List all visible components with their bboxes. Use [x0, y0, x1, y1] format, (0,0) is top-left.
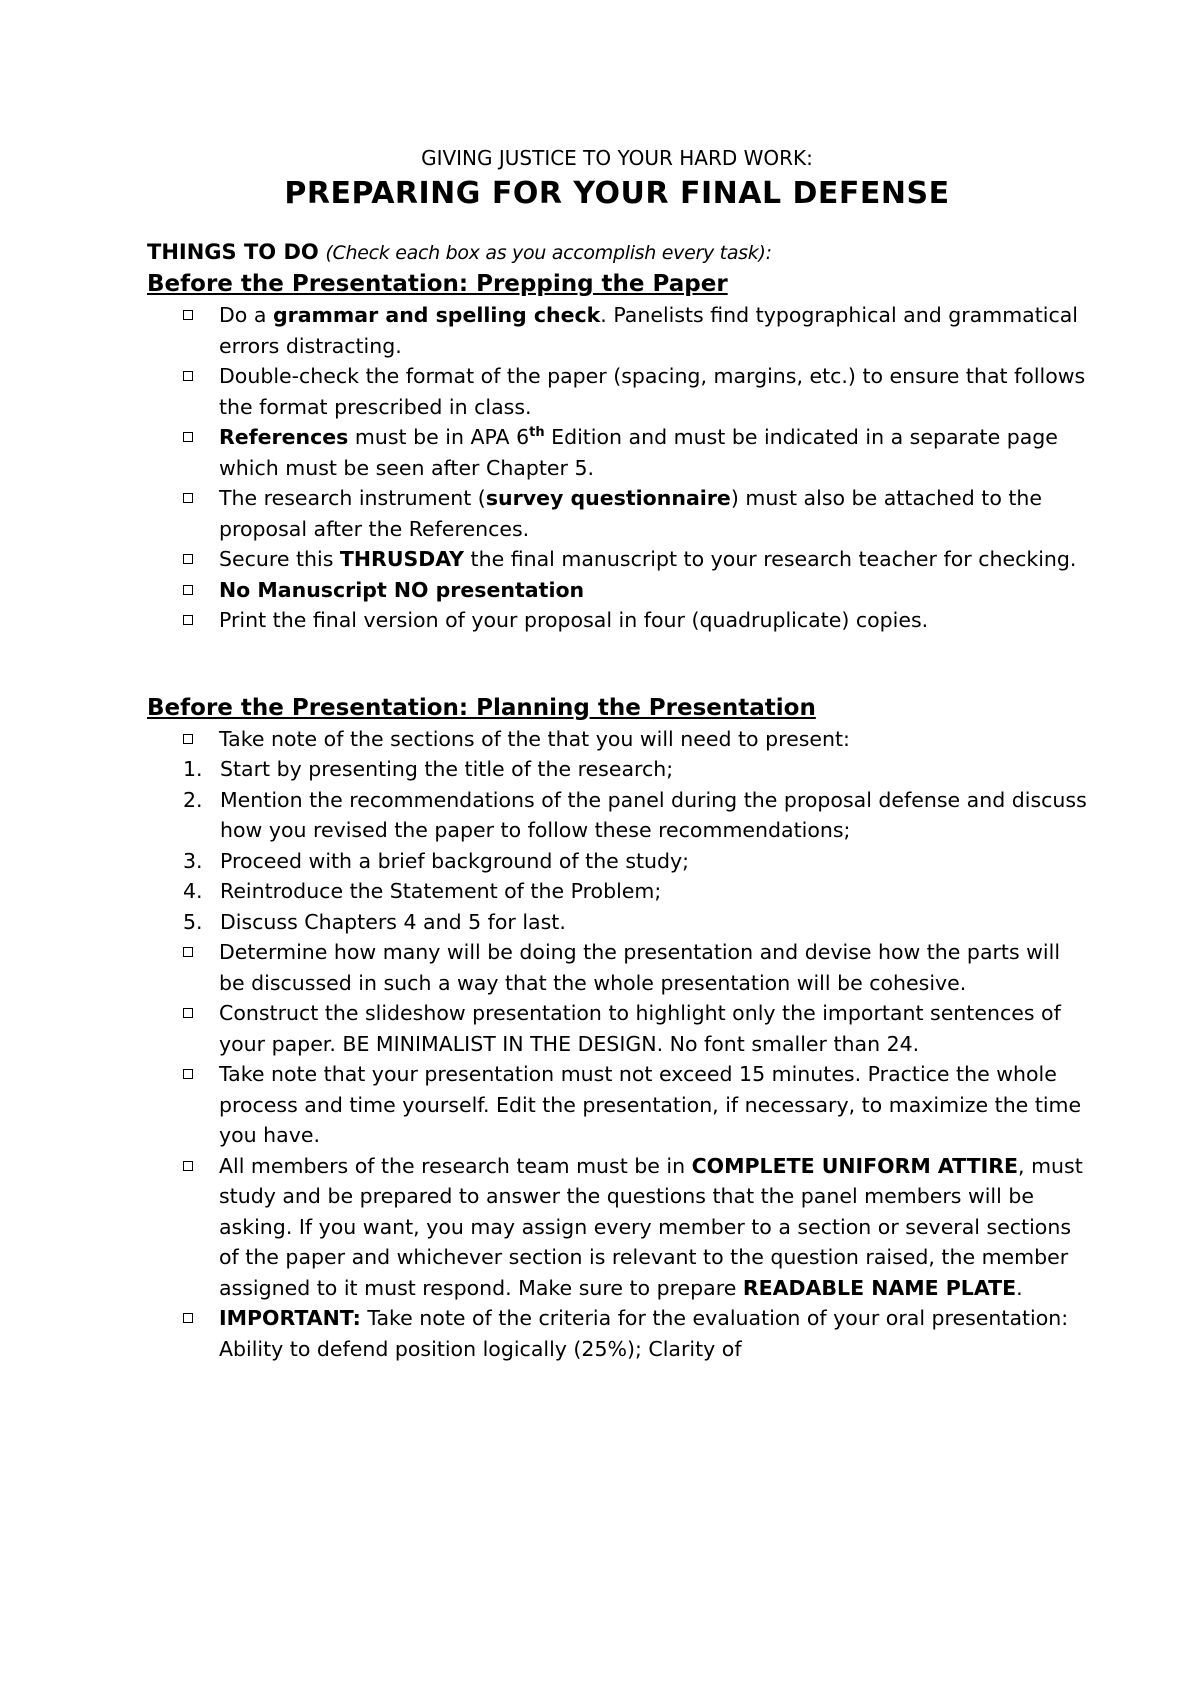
item-emphasis: survey questionnaire [485, 486, 731, 510]
item-text: All members of the research team must be in [219, 1153, 692, 1178]
checklist-planning-presentation-continued [147, 937, 1087, 1364]
item-text: Determine how many will be doing the presentation and devise how the parts will be discussed in such a way that the whole presentation will be cohesive. [219, 940, 1061, 995]
item-text: ) must also be attached to the proposal after the References. [219, 486, 1043, 541]
item-text: Construct the slideshow presentation to highlight only the important sentences of your paper. BE MINIMALIST IN THE DESIGN. No font smaller than 24. [219, 1001, 1061, 1056]
checkbox[interactable] [183, 947, 193, 957]
item-text: Print the final version of your proposal in four (quadruplicate) copies. [219, 608, 929, 632]
checkbox[interactable] [183, 734, 193, 744]
step-text: Proceed with a brief background of the study; [220, 848, 690, 873]
numbered-step [147, 754, 1087, 785]
numbered-step [147, 876, 1087, 907]
numbered-step [147, 785, 1087, 846]
things-to-do-note: (Check each box as you accomplish every task): [325, 242, 772, 264]
item-text: Take note that your presentation must not exceed 15 minutes. Practice the whole process and time yourself. Edit the presentation, if necessary, to maximize the time you have. [219, 1062, 1082, 1147]
checkbox[interactable] [183, 310, 193, 320]
item-emphasis: grammar and spelling check [272, 303, 601, 327]
checkbox[interactable] [183, 1313, 193, 1323]
checklist-item [147, 605, 1087, 636]
checklist-item [147, 422, 1087, 483]
item-text: Double-check the format of the paper (spacing, margins, etc.) to ensure that follows the format prescribed in class. [219, 364, 1086, 419]
checkbox[interactable] [183, 1008, 193, 1018]
item-text: , must study and be prepared to answer the questions that the panel members will be asking. If you want, you may assign every member to a section or several sections of the paper and whichever section is relevant to the question raised, the member assigned to it must respond. Make sure to prepare [219, 1153, 1083, 1300]
step-text: Discuss Chapters 4 and 5 for last. [220, 909, 566, 934]
document-title: PREPARING FOR YOUR FINAL DEFENSE [284, 176, 950, 211]
section-heading-prepping-paper: Before the Presentation: Prepping the Paper [147, 271, 728, 297]
checklist-prepping-paper [147, 300, 1087, 636]
checklist-item [147, 483, 1087, 544]
step-number: 5. [183, 909, 203, 934]
section-heading-planning-presentation: Before the Presentation: Planning the Presentation [147, 694, 816, 721]
things-to-do-line [147, 237, 1087, 268]
step-number: 2. [183, 787, 203, 812]
item-text: Edition and must be indicated in a separate page which must be seen after Chapter 5. [219, 425, 1058, 480]
item-text: Secure this [219, 547, 340, 571]
step-text: Start by presenting the title of the research; [220, 757, 674, 781]
step-text: Mention the recommendations of the panel during the proposal defense and discuss how you revised the paper to follow these recommendations; [220, 787, 1087, 842]
item-emphasis: No Manuscript NO presentation [219, 577, 585, 602]
step-number: 4. [183, 879, 203, 903]
document-body [147, 143, 1087, 1364]
checklist-item [147, 361, 1087, 422]
checkbox[interactable] [183, 1161, 193, 1171]
checklist-item [147, 1059, 1087, 1151]
checkbox[interactable] [183, 615, 193, 625]
item-emphasis: COMPLETE UNIFORM ATTIRE [691, 1153, 1019, 1178]
checklist-item [147, 544, 1087, 575]
checklist-item [147, 724, 1087, 755]
item-text: Do a [219, 303, 273, 327]
checklist-item [147, 998, 1087, 1059]
checklist-planning-presentation [147, 724, 1087, 755]
checklist-item [147, 1303, 1087, 1364]
step-text: Reintroduce the Statement of the Problem; [220, 879, 662, 903]
item-emphasis: References [219, 425, 349, 449]
step-number: 3. [183, 848, 203, 873]
superscript: th [529, 425, 545, 441]
item-text: Take note of the criteria for the evaluation of your oral presentation: Ability to defend position logically (25%); Clarity of [219, 1306, 1069, 1361]
item-text: must be in APA 6 [348, 425, 530, 449]
step-number: 1. [183, 757, 203, 781]
numbered-step [147, 907, 1087, 938]
checkbox[interactable] [183, 432, 193, 442]
item-text: the final manuscript to your research teacher for checking. [464, 547, 1077, 571]
checkbox[interactable] [183, 1069, 193, 1079]
document-kicker: GIVING JUSTICE TO YOUR HARD WORK: [421, 146, 813, 170]
checkbox[interactable] [183, 493, 193, 503]
presentation-steps-list [147, 754, 1087, 937]
checklist-item [147, 937, 1087, 998]
item-text: Take note of the sections of the that you will need to present: [219, 726, 850, 751]
item-emphasis: READABLE NAME PLATE [742, 1275, 1017, 1300]
checklist-item [147, 1151, 1087, 1304]
checkbox[interactable] [183, 554, 193, 564]
item-emphasis: THRUSDAY [339, 547, 465, 571]
checkbox[interactable] [183, 585, 193, 595]
item-text: . Panelists find typographical and grammatical errors distracting. [219, 303, 1079, 358]
item-emphasis: IMPORTANT: [219, 1306, 361, 1330]
checkbox[interactable] [183, 371, 193, 381]
item-text: The research instrument ( [219, 486, 486, 510]
checklist-item [147, 300, 1087, 361]
item-text: . [1016, 1275, 1023, 1300]
numbered-step [147, 846, 1087, 877]
checklist-item [147, 575, 1087, 606]
things-to-do-label: THINGS TO DO [147, 240, 319, 264]
